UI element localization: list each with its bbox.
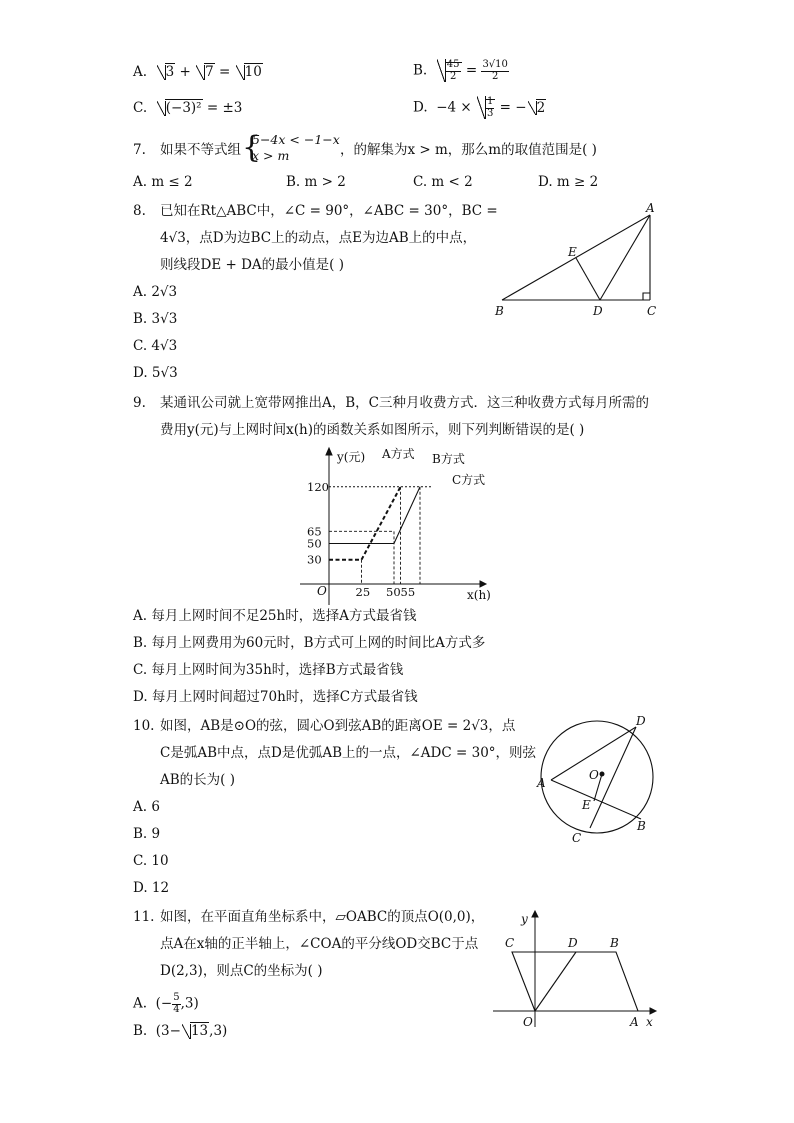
q11-line-1: 如图，在平面直角坐标系中，▱OABC的顶点O(0,0)， [160, 909, 485, 925]
q11-options-data [0, 0, 1, 1]
q7-option-b: B. m > 2 [286, 174, 346, 190]
q6-option-c: C. (−3)² = ±3 [133, 100, 243, 116]
q10-label-e: E [582, 798, 591, 812]
q8-segment-da [600, 215, 650, 300]
q6-option-a: A. 3 + 7 = 10 [133, 64, 262, 80]
q11-label-b: B [610, 936, 619, 950]
q9-line-2: 费用y(元)与上网时间x(h)的函数关系如图所示，则下列判断错误的是( ) [160, 422, 585, 438]
q11-label-c: C [505, 936, 515, 950]
q7-option-c: C. m < 2 [413, 174, 473, 190]
q7-text-prefix: 如果不等式组 [160, 142, 241, 158]
q11-label-a: A [630, 1015, 639, 1029]
q9-y-axis-label: y(元) [337, 450, 366, 464]
q11-parallelogram [512, 952, 638, 1011]
q10-line-3: AB的长为( ) [160, 772, 235, 788]
q10-label-d: D [636, 714, 646, 728]
q10-line-2: C是弧AB中点，点D是优弧AB上的一点，∠ADC = 30°，则弦 [160, 745, 537, 761]
q8-label-e: E [568, 245, 577, 259]
q8-segment-ed [576, 258, 600, 300]
q7-system-line2: x > m [252, 148, 290, 163]
q10-label-o: O [589, 768, 599, 782]
q7-text-suffix: ，的解集为x > m，那么m的取值范围是( ) [340, 142, 597, 158]
q10-chord-ab [551, 780, 641, 819]
q9-x-tick-55: 55 [400, 585, 416, 599]
q11-y-axis-arrow [532, 911, 538, 917]
q8-label-c: C [647, 304, 657, 318]
q7-option-d: D. m ≥ 2 [538, 174, 599, 190]
q11-line-3: D(2,3)，则点C的坐标为( ) [160, 963, 323, 979]
q9-option-d: D. 每月上网时间超过70h时，选择C方式最省钱 [133, 689, 418, 705]
q9-chart [295, 445, 495, 605]
q11-bisector-od [535, 952, 576, 1011]
q9-y-tick-65: 65 [307, 524, 322, 539]
q9-x-tick-25: 25 [355, 585, 371, 599]
q9-x-axis-label: x(h) [467, 588, 491, 602]
q10-option-c: C. 10 [133, 853, 169, 869]
q10-label-c: C [572, 831, 582, 845]
q11-label-x: x [646, 1015, 653, 1029]
q11-option-b: B. (3− 13,3) [133, 1023, 228, 1039]
q8-right-angle-mark [643, 293, 650, 300]
q9-y-tick-120: 120 [307, 479, 329, 494]
q8-label-d: D [593, 304, 603, 318]
q9-origin-label: O [317, 584, 327, 598]
q10-label-b: B [637, 819, 646, 833]
q8-option-b: B. 3√3 [133, 311, 178, 327]
q8-number: 8. [133, 203, 146, 219]
q7-brace: { [242, 130, 262, 165]
q11-label-y: y [521, 912, 528, 926]
q6-option-b: B. $\frac{45}{2}$ = $\frac{3√10}{2}$ [413, 59, 508, 82]
q9-line-1: 某通讯公司就上宽带网推出A，B，C三种月收费方式．这三种收费方式每月所需的 [160, 395, 649, 411]
q10-option-b: B. 9 [133, 826, 161, 842]
q8-label-a: A [646, 201, 655, 215]
q10-circle-figure [530, 712, 670, 850]
q11-parallelogram-figure [488, 905, 668, 1033]
q9-y-axis-arrow [326, 448, 332, 455]
q11-number: 11. [133, 909, 155, 925]
q10-center-dot [600, 772, 605, 777]
q9-series-a [329, 487, 401, 560]
q8-line-3: 则线段DE + DA的最小值是( ) [160, 257, 344, 273]
q8-label-b: B [495, 304, 504, 318]
q7-option-a: A. m ≤ 2 [133, 174, 193, 190]
q9-legend-c: C方式 [452, 473, 486, 487]
q11-x-axis-arrow [650, 1008, 656, 1014]
q9-option-a: A. 每月上网时间不足25h时，选择A方式最省钱 [133, 608, 417, 624]
q10-line-1: 如图，AB是⊙O的弦，圆心O到弦AB的距离OE = 2√3，点 [160, 718, 516, 734]
q11-label-o: O [523, 1015, 533, 1029]
q6-option-d: D. −4 × $\frac{1}{3}$ = − 2 [413, 96, 546, 119]
q9-option-c: C. 每月上网时间为35h时，选择B方式最省钱 [133, 662, 404, 678]
q10-label-a: A [537, 776, 546, 790]
q9-x-tick-50: 50 [386, 585, 401, 599]
q9-number: 9. [133, 395, 146, 411]
q9-option-b: B. 每月上网费用为60元时，B方式可上网的时间比A方式多 [133, 635, 486, 651]
q9-y-tick-50: 50 [307, 536, 322, 551]
q8-line-2: 4√3，点D为边BC上的动点，点E为边AB上的中点， [160, 230, 477, 246]
q9-y-tick-30: 30 [307, 552, 322, 567]
q8-line-1: 已知在Rt△ABC中，∠C = 90°，∠ABC = 30°，BC = [160, 203, 498, 219]
q7-number: 7. [133, 142, 146, 158]
q8-option-c: C. 4√3 [133, 338, 178, 354]
q8-option-a: A. 2√3 [133, 284, 178, 300]
q9-legend-b: B方式 [432, 452, 465, 466]
q7-system-line1: 5−4x < −1−x [252, 132, 340, 147]
q11-option-a: A. (− $\frac{5}{4}$ ,3) [133, 992, 199, 1015]
q10-option-d: D. 12 [133, 880, 170, 896]
q8-triangle-figure [490, 200, 670, 322]
q11-line-2: 点A在x轴的正半轴上，∠COA的平分线OD交BC于点 [160, 936, 479, 952]
q10-number: 10. [133, 718, 155, 734]
q11-label-d: D [568, 936, 578, 950]
q9-x-axis-arrow [480, 581, 486, 587]
q8-option-d: D. 5√3 [133, 365, 178, 381]
q9-legend-a: A方式 [382, 447, 415, 461]
q10-option-a: A. 6 [133, 799, 160, 815]
